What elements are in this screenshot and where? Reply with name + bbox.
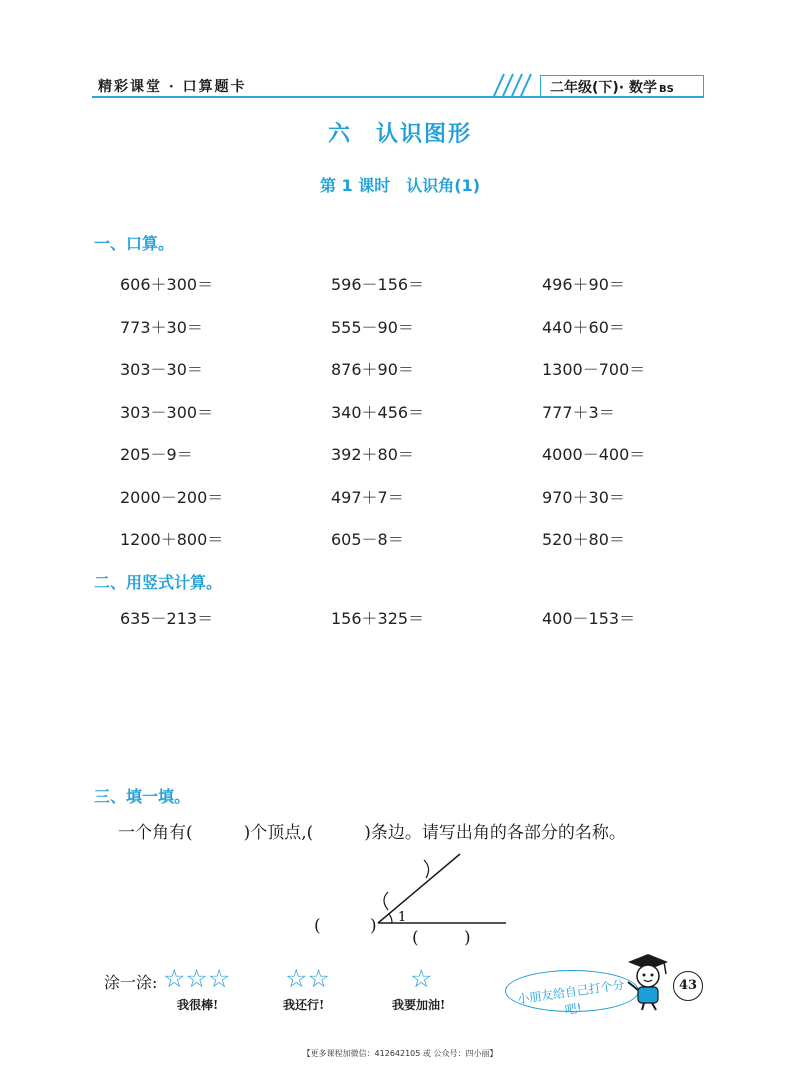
header-grade-subject bbox=[550, 77, 674, 97]
problem-item: 777＋3＝ bbox=[542, 403, 615, 422]
problem-item: 1200＋800＝ bbox=[120, 530, 224, 549]
lesson-title: 第 1 课时 认识角(1) bbox=[319, 176, 481, 195]
self-rating-label: 涂一涂: bbox=[104, 973, 158, 992]
angle-diagram bbox=[300, 848, 515, 948]
header-grade-text: 二年级(下)· 数学 bbox=[550, 80, 657, 96]
problem-item: 1300－700＝ bbox=[542, 360, 646, 379]
problem-item: 340＋456＝ bbox=[331, 403, 425, 422]
chapter-title: 六 认识图形 bbox=[327, 121, 472, 147]
section-mental-math-title: 一、口算。 bbox=[94, 234, 175, 253]
problem-item: 4000－400＝ bbox=[542, 445, 646, 464]
problem-item: 970＋30＝ bbox=[542, 488, 625, 507]
fill-in-question: 一个角有( )个顶点,( )条边。请写出角的各部分的名称。 bbox=[118, 823, 626, 843]
problem-item: 205－9＝ bbox=[120, 445, 193, 464]
header-slash-decoration bbox=[492, 72, 540, 98]
blank-vertex-open: ( bbox=[314, 916, 321, 936]
problem-item: 497＋7＝ bbox=[331, 488, 404, 507]
student-mascot-icon bbox=[620, 950, 672, 1012]
problem-item: 496＋90＝ bbox=[542, 275, 625, 294]
star-rating-one[interactable]: ☆ bbox=[410, 964, 433, 993]
rating-text-great: 我很棒! bbox=[177, 998, 219, 1012]
problem-item: 303－300＝ bbox=[120, 403, 214, 422]
rating-text-ok: 我还行! bbox=[283, 998, 325, 1012]
vertical-calc-item: 635－213＝ bbox=[120, 609, 214, 628]
vertical-calc-item: 400－153＝ bbox=[542, 609, 636, 628]
problem-item: 606＋300＝ bbox=[120, 275, 214, 294]
header-series-title: 精彩课堂 · 口算题卡 bbox=[98, 79, 247, 95]
problem-item: 392＋80＝ bbox=[331, 445, 414, 464]
problem-item: 520＋80＝ bbox=[542, 530, 625, 549]
blank-paren-edge-left bbox=[384, 892, 388, 910]
section-fill-in-title: 三、填一填。 bbox=[94, 787, 191, 806]
problem-item: 605－8＝ bbox=[331, 530, 404, 549]
angle-arc bbox=[389, 914, 392, 923]
angle-label: 1 bbox=[398, 910, 407, 925]
vertical-calc-item: 156＋325＝ bbox=[331, 609, 425, 628]
page-number: 43 bbox=[673, 971, 703, 1001]
star-rating-two[interactable]: ☆☆ bbox=[285, 964, 330, 993]
section-vertical-calc-title: 二、用竖式计算。 bbox=[94, 573, 223, 592]
problem-item: 773＋30＝ bbox=[120, 318, 203, 337]
angle-side-slanted bbox=[378, 854, 460, 923]
problem-item: 440＋60＝ bbox=[542, 318, 625, 337]
problem-item: 555－90＝ bbox=[331, 318, 414, 337]
problem-item: 303－30＝ bbox=[120, 360, 203, 379]
problem-item: 2000－200＝ bbox=[120, 488, 224, 507]
star-rating-three[interactable]: ☆☆☆ bbox=[163, 964, 231, 993]
problem-item: 876＋90＝ bbox=[331, 360, 414, 379]
problem-item: 596－156＝ bbox=[331, 275, 425, 294]
blank-side-close: ) bbox=[464, 928, 471, 948]
blank-side-open: ( bbox=[412, 928, 419, 948]
speech-bubble-text: 小朋友给自己打个分吧! bbox=[516, 977, 626, 1018]
rating-text-try-harder: 我要加油! bbox=[392, 998, 446, 1012]
bottom-promo-note: 【更多课程加微信：412642105 或 公众号：四小丽】 bbox=[302, 1049, 498, 1058]
header-edition-badge: BS bbox=[659, 84, 674, 95]
blank-vertex-close: ) bbox=[370, 916, 377, 936]
blank-paren-edge-top bbox=[424, 860, 429, 878]
